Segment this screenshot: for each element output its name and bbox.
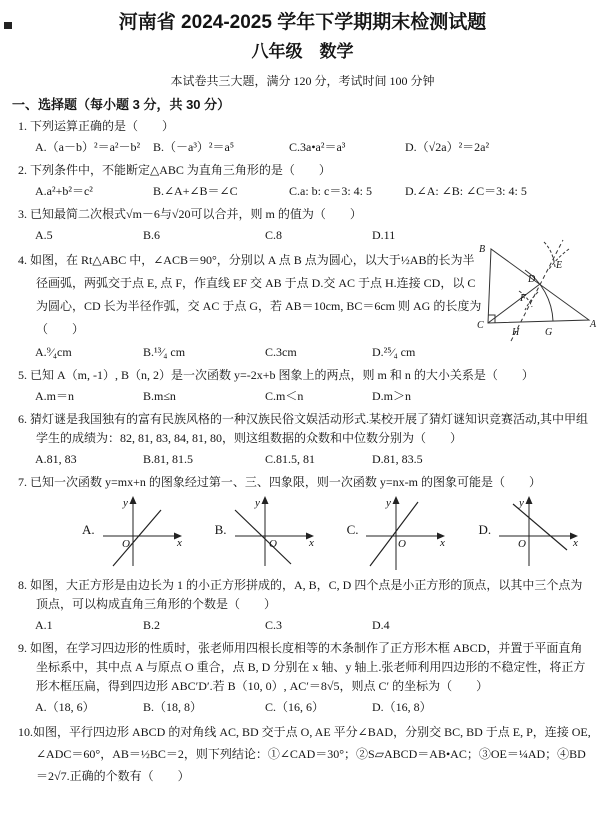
option-c: C.3cm <box>265 345 297 359</box>
option-a: A.（18, 6） <box>35 700 95 714</box>
q7-graph-d-plot <box>493 494 585 572</box>
option-b: B.m≤n <box>143 389 176 403</box>
option-a: A.5 <box>35 228 53 242</box>
question-3-stem: 已知最简二次根式√m－6与√20可以合并，则 m 的值为（ ） <box>30 207 362 221</box>
q7-graph-b-plot <box>229 494 321 572</box>
question-8-number: 8. <box>18 578 27 592</box>
option-c: C.8 <box>265 228 283 242</box>
question-7-text <box>18 473 593 492</box>
option-d: D.4 <box>372 618 390 632</box>
option-d: D.∠A: ∠B: ∠C＝3: 4: 5 <box>405 184 527 198</box>
question-5-number: 5. <box>18 368 27 382</box>
q7-graph-d-label: D. <box>478 522 492 537</box>
q7-graph-c-label: C. <box>346 522 359 537</box>
question-2-text <box>18 161 593 180</box>
page-title: 河南省 2024-2025 学年下学期期末检测试题 <box>118 12 487 33</box>
option-d: D.（√2a）²＝2a² <box>405 140 490 154</box>
option-a: A.（a－b）²＝a²－b² <box>35 140 141 154</box>
x-axis-label: x <box>440 537 446 549</box>
question-2-options <box>18 182 593 201</box>
option-d: D.²⁵⁄₄ cm <box>372 345 416 359</box>
q7-graph-b-label: B. <box>214 522 227 537</box>
option-c: C.（16, 6） <box>265 700 325 714</box>
x-axis-label: x <box>573 537 579 549</box>
exam-info-line: 本试卷共三大题，满分 120 分，考试时间 100 分钟 <box>170 74 435 88</box>
question-5-stem: 已知 A（m, -1）, B（n, 2）是一次函数 y=-2x+b 图象上的两点，则 m 和 n 的大小关系是（ ） <box>30 368 534 382</box>
option-d: D.11 <box>372 228 396 242</box>
question-2-number: 2. <box>18 163 27 177</box>
y-axis-label: y <box>386 497 392 509</box>
q7-graph-a-label: A. <box>82 522 95 537</box>
question-1-options <box>18 138 593 157</box>
scan-artifact-mark <box>4 22 12 29</box>
question-3-text <box>18 205 593 224</box>
question-6-options <box>18 450 593 469</box>
question-10-text <box>18 721 593 787</box>
q7-graph-c <box>347 494 453 572</box>
question-4-number: 4. <box>18 253 27 267</box>
option-d: D.81, 83.5 <box>372 452 423 466</box>
q7-graph-c-plot <box>360 494 452 572</box>
option-a: A.m＝n <box>35 389 75 403</box>
option-a: A.1 <box>35 618 53 632</box>
question-9-stem: 如图，在学习四边形的性质时，张老师用四根长度相等的木条制作了正方形木框 ABCD，并置于平面直角坐标系中，其中点 A 与原点 O 重合，点 B, D 分别在 x 轴、y 轴上.张老师利用四边形的不稳定性，将正方形木框压扁，得到四边形 ABC′D′.若 B（10, 0）, AC′＝8√5，则点 C′ 的坐标为（ ） <box>30 641 586 693</box>
option-c: C.81.5, 81 <box>265 452 316 466</box>
question-4-options <box>18 343 593 362</box>
question-3-number: 3. <box>18 207 27 221</box>
option-b: B.（18, 8） <box>143 700 203 714</box>
question-1-number: 1. <box>18 119 27 133</box>
option-b: B.∠A+∠B＝∠C <box>153 184 238 198</box>
q4-label-c: C <box>477 320 484 331</box>
question-8-options <box>18 616 593 635</box>
question-9 <box>18 639 593 717</box>
option-c: C.3 <box>265 618 283 632</box>
question-9-options <box>18 698 593 717</box>
line-series <box>113 510 161 566</box>
question-4 <box>18 244 597 362</box>
x-axis-label: x <box>308 537 314 549</box>
q4-geometry-figure <box>475 237 599 345</box>
question-6-stem: 猜灯谜是我国独有的富有民族风格的一种汉族民俗文娱活动形式.某校开展了猜灯谜知识竞赛活动,其中甲组学生的成绩为：82, 81, 83, 84, 81, 80，则这组数据的众数和中位数分别为（ ） <box>30 412 589 445</box>
question-8-stem: 如图，大正方形是由边长为 1 的小正方形拼成的，A, B，C, D 四个点是小正方形的顶点，以其中三个点为顶点，可以构成直角三角形的个数是（ ） <box>30 578 583 611</box>
question-10-stem: 如图，平行四边形 ABCD 的对角线 AC, BD 交于点 O, AE 平分∠BAD，分别交 BC, BD 于点 E, P，连接 OE, ∠ADC＝60°，AB＝½BC＝2，则下列结论：①∠CAD＝30°；②S▱ABCD＝AB•AC；③OE＝¼AD；④BD＝2√7.正确的个数有（ ） <box>33 725 591 783</box>
q7-graph-b <box>215 494 321 572</box>
question-6 <box>18 410 593 469</box>
option-b: B.2 <box>143 618 161 632</box>
option-c: C.m＜n <box>265 389 304 403</box>
section-heading-choice: 一、选择题（每小题 3 分，共 30 分） <box>12 97 231 112</box>
origin-label: O <box>121 538 130 550</box>
q7-graph-row <box>18 494 593 572</box>
y-arrow <box>129 496 136 504</box>
line-series <box>235 510 291 564</box>
option-b: B.（－a³）²＝a⁵ <box>153 140 235 154</box>
option-b: B.81, 81.5 <box>143 452 194 466</box>
option-d: D.（16, 8） <box>372 700 432 714</box>
line-series <box>370 502 418 566</box>
y-arrow <box>261 496 268 504</box>
q4-label-g: G <box>545 327 553 338</box>
question-6-number: 6. <box>18 412 27 426</box>
option-d: D.m＞n <box>372 389 412 403</box>
y-arrow <box>526 496 533 504</box>
option-b: B.¹³⁄₄ cm <box>143 345 186 359</box>
option-a: A.81, 83 <box>35 452 77 466</box>
q4-label-h: H <box>512 327 520 338</box>
question-1 <box>18 117 593 157</box>
q4-label-a: A <box>590 319 597 330</box>
option-a: A.a²+b²＝c² <box>35 184 93 198</box>
question-10-number: 10. <box>18 725 33 739</box>
y-arrow <box>393 496 400 504</box>
y-axis-label: y <box>519 497 525 509</box>
x-axis-label: x <box>176 537 182 549</box>
origin-label: O <box>398 538 407 550</box>
question-5-options <box>18 387 593 406</box>
origin-label: O <box>268 538 277 550</box>
question-10 <box>18 721 593 787</box>
option-a: A.⁹⁄₄cm <box>35 345 72 359</box>
question-8 <box>18 576 593 635</box>
q7-graph-a-plot <box>97 494 189 572</box>
page-subtitle: 八年级 数学 <box>251 42 354 61</box>
option-b: B.6 <box>143 228 161 242</box>
option-c: C.3a•a²＝a³ <box>289 140 346 154</box>
question-8-text <box>18 576 593 614</box>
q4-line-ef-dashed <box>511 240 563 341</box>
question-1-stem: 下列运算正确的是（ ） <box>30 119 175 133</box>
q4-label-e: E <box>556 260 563 271</box>
question-6-text <box>18 410 593 448</box>
origin-label: O <box>518 538 527 550</box>
question-2-stem: 下列条件中，不能断定△ABC 为直角三角形的是（ ） <box>30 163 331 177</box>
option-c: C.a: b: c＝3: 4: 5 <box>289 184 372 198</box>
y-axis-label: y <box>254 497 260 509</box>
y-axis-label: y <box>122 497 128 509</box>
q4-label-d: D <box>528 274 536 285</box>
question-1-text <box>18 117 593 136</box>
question-4-stem: 如图，在 Rt△ABC 中，∠ACB＝90°，分别以 A 点 B 点为圆心，以大于½AB的长为半径画弧，两弧交于点 E, 点 F，作直线 EF 交 AB 于点 D.交 AC 于点 H.连接 CD，以 C 为圆心，CD 长为半径作弧，交 AC 于点 G，若 AB＝10cm, BC＝6cm 则 AG 的长度为（ ） <box>30 253 482 336</box>
q7-graph-d <box>478 494 585 572</box>
question-7 <box>18 473 593 572</box>
question-5-text <box>18 366 593 385</box>
q4-label-f: F <box>520 293 527 304</box>
q4-segment-cd <box>488 284 540 323</box>
question-7-number: 7. <box>18 475 27 489</box>
question-9-text <box>18 639 593 696</box>
question-2 <box>18 161 593 201</box>
question-7-stem: 已知一次函数 y=mx+n 的图象经过第一、三、四象限，则一次函数 y=nx-m 的图象可能是（ ） <box>30 475 541 489</box>
q7-graph-a <box>82 494 189 572</box>
question-5 <box>18 366 593 406</box>
q4-label-b: B <box>479 244 486 255</box>
question-9-number: 9. <box>18 641 27 655</box>
